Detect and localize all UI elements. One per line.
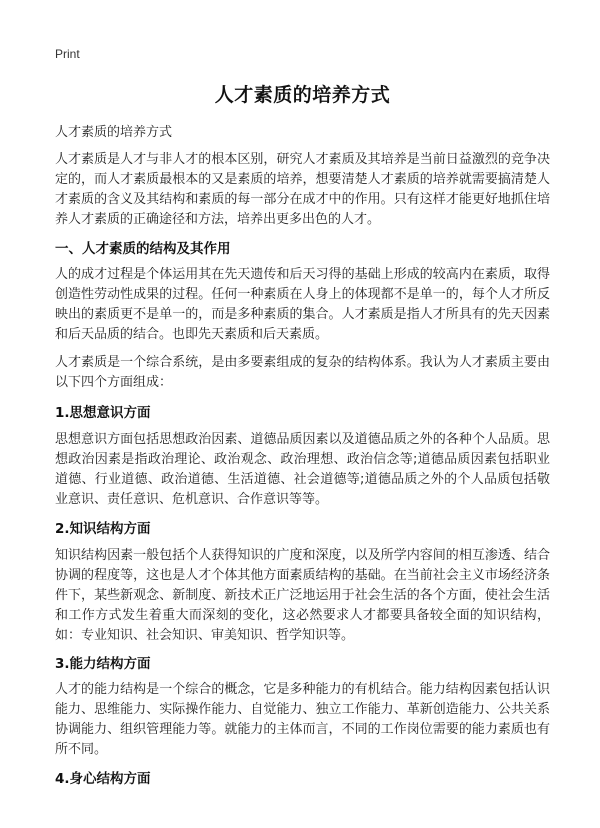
- subsection-heading-knowledge: 2.知识结构方面: [55, 521, 151, 537]
- structure-paragraph-2: 人才素质是一个综合系统，是由多要素组成的复杂的结构体系。我认为人才素质主要由以下四个方面组成：: [55, 355, 550, 390]
- page-title: 人才素质的培养方式: [214, 84, 391, 106]
- document-subtitle: 人才素质的培养方式: [55, 125, 173, 140]
- print-link[interactable]: Print: [55, 47, 80, 61]
- subsection-heading-ability: 3.能力结构方面: [55, 656, 151, 672]
- subsection-body-ability: 人才的能力结构是一个综合的概念，它是多种能力的有机结合。能力结构因素包括认识能力、思维能力、实际操作能力、自觉能力、独立工作能力、革新创造能力、公共关系协调能力、组织管理能力等。就能力的主体而言，不同的工作岗位需要的能力素质也有所不同。: [55, 682, 550, 757]
- subsection-heading-ideology: 1.思想意识方面: [55, 405, 151, 421]
- structure-paragraph-1: 人的成才过程是个体运用其在先天遗传和后天习得的基础上形成的较高内在素质，取得创造性劳动性成果的过程。任何一种素质在人身上的体现都不是单一的，每个人才所反映出的素质更不是单一的，而是多种素质的集合。人才素质是指人才所具有的先天因素和后天品质的结合。也即先天素质和后天素质。: [55, 267, 550, 342]
- intro-paragraph: 人才素质是人才与非人才的根本区别，研究人才素质及其培养是当前日益激烈的竞争决定的，而人才素质最根本的又是素质的培养，想要清楚人才素质的培养就需要搞清楚人才素质的含义及其结构和素质的每一部分在成才中的作用。只有这样才能更好地抓住培养人才素质的正确途径和方法，培养出更多出色的人才。: [55, 152, 550, 227]
- section-heading-structure: 一、人才素质的结构及其作用: [55, 241, 231, 257]
- subsection-body-ideology: 思想意识方面包括思想政治因素、道德品质因素以及道德品质之外的各种个人品质。思想政治因素是指政治理论、政治观念、政治理想、政治信念等;道德品质因素包括职业道德、行业道德、政治道德、生活道德、社会道德等;道德品质之外的个人品质包括敬业意识、责任意识、危机意识、合作意识等等。: [55, 432, 550, 507]
- subsection-body-knowledge: 知识结构因素一般包括个人获得知识的广度和深度，以及所学内容间的相互渗透、结合协调的程度等，这也是人才个体其他方面素质结构的基础。在当前社会主义市场经济条件下，某些新观念、新制度、新技术正广泛地运用于社会生活的各个方面，使社会生活和工作方式发生着重大而深刻的变化，这必然要求人才都要具备较全面的知识结构，如：专业知识、社会知识、审美知识、哲学知识等。: [55, 548, 550, 643]
- subsection-heading-body-mind: 4.身心结构方面: [55, 771, 151, 787]
